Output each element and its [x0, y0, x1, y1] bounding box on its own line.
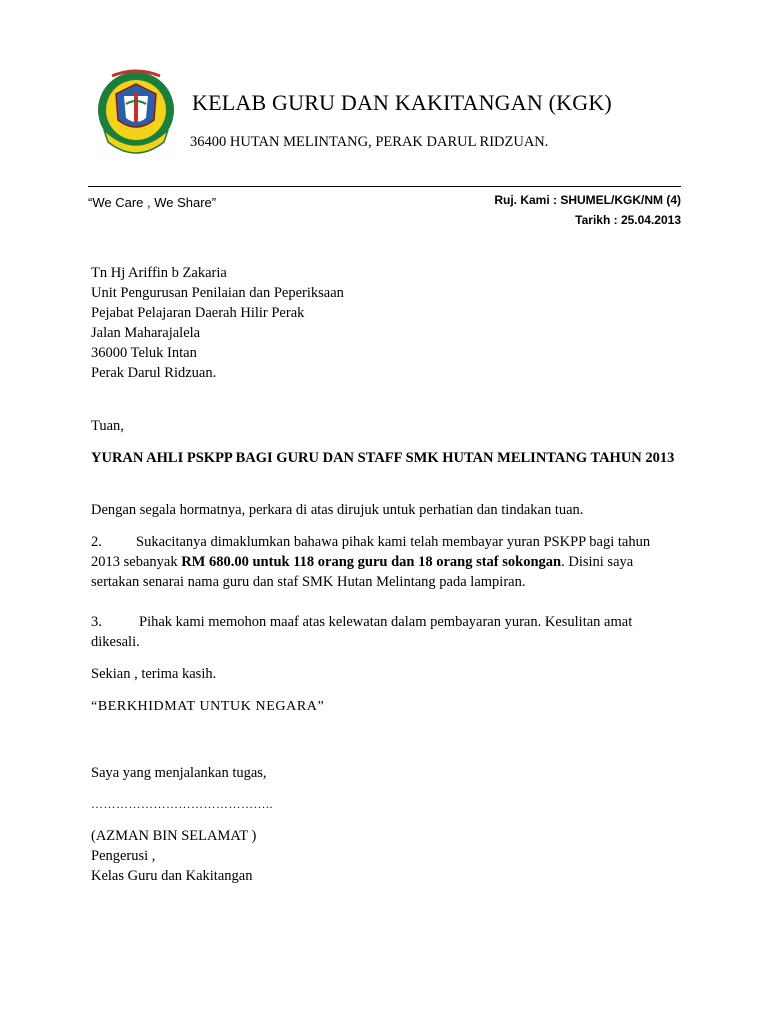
closing: Sekian , terima kasih. [91, 666, 217, 682]
recipient-line: Unit Pengurusan Penilaian dan Peperiksaan [91, 285, 344, 301]
reference-number: Ruj. Kami : SHUMEL/KGK/NM (4) [494, 193, 681, 207]
paragraph-2 [91, 532, 681, 592]
organization-name: KELAB GURU DAN KAKITANGAN (KGK) [192, 90, 612, 115]
recipient-line: Perak Darul Ridzuan. [91, 365, 217, 381]
signature-line: …………………………………….. [91, 797, 273, 811]
letter-date: Tarikh : 25.04.2013 [575, 213, 681, 227]
paragraph-3 [91, 612, 681, 652]
letter-subject: YURAN AHLI PSKPP BAGI GURU DAN STAFF SMK HUTAN MELINTANG TAHUN 2013 [91, 450, 675, 466]
signatory-organization: Kelas Guru dan Kakitangan [91, 868, 253, 884]
slogan: “BERKHIDMAT UNTUK NEGARA” [91, 699, 325, 714]
salutation: Tuan, [91, 418, 124, 434]
paragraph-1: Dengan segala hormatnya, perkara di atas dirujuk untuk perhatian dan tindakan tuan. [91, 502, 584, 518]
organization-address: 36400 HUTAN MELINTANG, PERAK DARUL RIDZUAN. [190, 134, 549, 150]
recipient-line: Tn Hj Ariffin b Zakaria [91, 265, 227, 281]
recipient-line: Jalan Maharajalela [91, 325, 201, 341]
motto: “We Care , We Share” [88, 195, 217, 210]
duty-statement: Saya yang menjalankan tugas, [91, 765, 267, 781]
recipient-address [91, 263, 344, 383]
school-crest-logo [92, 68, 180, 156]
payment-amount-highlight: RM 680.00 untuk 118 orang guru dan 18 orang staf sokongan [181, 554, 562, 570]
paragraph-3-text: Pihak kami memohon maaf atas kelewatan dalam pembayaran yuran. Kesulitan amat dikesali. [91, 614, 633, 650]
paragraph-2-text-end: . Disini saya sertakan senarai nama guru dan staf SMK Hutan Melintang pada lampiran. [91, 554, 634, 590]
paragraph-number: 3. [91, 614, 102, 630]
recipient-line: Pejabat Pelajaran Daerah Hilir Perak [91, 305, 305, 321]
signatory-name: (AZMAN BIN SELAMAT ) [91, 828, 257, 844]
paragraph-number: 2. [91, 534, 102, 550]
signatory-title: Pengerusi , [91, 848, 156, 864]
recipient-line: 36000 Teluk Intan [91, 345, 197, 361]
paragraph-2-text: Sukacitanya dimaklumkan bahawa pihak kami telah membayar yuran PSKPP bagi tahun 2013 sebanyak [91, 534, 651, 570]
header-divider [88, 186, 681, 187]
signatory-block [91, 826, 256, 886]
